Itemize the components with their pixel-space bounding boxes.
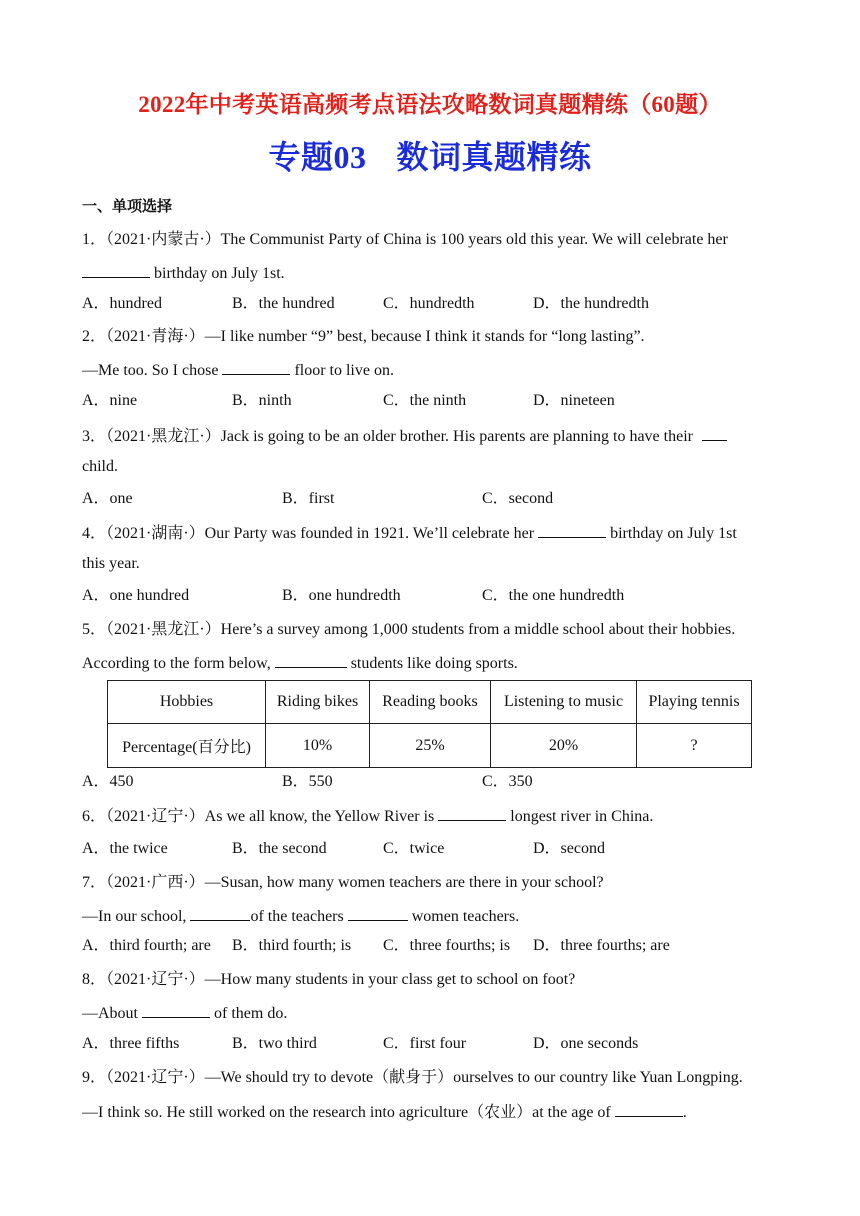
question-1-line-1	[82, 230, 782, 250]
option-b: B．the hundred	[232, 295, 335, 312]
topic-number: 专题03	[268, 139, 367, 175]
question-3-line-2: child.	[82, 458, 118, 475]
table-cell: Riding bikes	[266, 681, 370, 724]
question-stem: 3．（2021·黑龙江·）Jack is going to be an older brother. His parents are planning to have their	[82, 428, 693, 445]
question-7-line-2	[82, 905, 782, 927]
option-b: B．third fourth; is	[232, 937, 352, 954]
question-stem: birthday on July 1st.	[150, 265, 285, 282]
question-4-line-2: this year.	[82, 555, 140, 572]
table-row	[108, 724, 752, 768]
option-c: C．hundredth	[383, 295, 475, 312]
answer-blank	[615, 1101, 683, 1117]
table-cell: Hobbies	[108, 681, 266, 724]
question-9-line-2	[82, 1101, 782, 1123]
question-stem: birthday on July 1st	[610, 525, 737, 542]
table-cell: Listening to music	[491, 681, 637, 724]
question-stem: —About	[82, 1005, 142, 1022]
option-c: C．the one hundredth	[482, 587, 625, 604]
table-cell: Reading books	[370, 681, 491, 724]
answer-blank	[82, 262, 150, 278]
answer-blank	[222, 359, 290, 375]
option-a: A．one hundred	[82, 587, 190, 604]
option-c: C．second	[482, 490, 554, 507]
option-c: C．first four	[383, 1035, 467, 1052]
answer-blank	[438, 805, 506, 821]
option-a: A．one	[82, 490, 133, 507]
question-stem: 9．（2021·辽宁·）—We should try to devote（献身于）ourselves to our country like Yuan Longping.	[82, 1069, 743, 1086]
option-b: B．the second	[232, 840, 327, 857]
question-stem: students like doing sports.	[350, 655, 518, 672]
topic-name: 数词真题精练	[396, 139, 592, 175]
answer-blank	[702, 425, 727, 441]
option-b: B．one hundredth	[282, 587, 401, 604]
answer-blank	[275, 652, 347, 668]
option-a: A．hundred	[82, 295, 162, 312]
table-cell: 25%	[370, 724, 491, 768]
option-b: B．550	[282, 773, 333, 790]
option-d: D．three fourths; are	[533, 937, 670, 954]
document-title: 2022年中考英语高频考点语法攻略数词真题精练（60题）	[138, 92, 722, 117]
question-6-line-1	[82, 805, 782, 827]
option-c: C．twice	[383, 840, 445, 857]
question-stem: .	[682, 1104, 687, 1121]
question-stem: 1．（2021·内蒙古·）The Communist Party of China is 100 years old this year. We will celebrate her	[82, 231, 728, 248]
option-a: A．three fifths	[82, 1035, 180, 1052]
section-heading: 一、单项选择	[82, 197, 173, 215]
survey-table	[107, 680, 752, 768]
question-stem: women teachers.	[411, 908, 520, 925]
table-cell: ?	[637, 724, 752, 768]
answer-blank	[190, 905, 250, 921]
answer-blank	[142, 1002, 210, 1018]
question-stem: floor to live on.	[290, 362, 394, 379]
option-c: C．three fourths; is	[383, 937, 511, 954]
question-1-line-2	[82, 262, 782, 284]
table-cell: 10%	[266, 724, 370, 768]
option-a: A．third fourth; are	[82, 937, 211, 954]
question-9-line-1	[82, 1068, 782, 1088]
question-2-line-1: 2．（2021·青海·）—I like number “9” best, because I think it stands for “long lasting”.	[82, 328, 645, 345]
option-d: D．second	[533, 840, 605, 857]
option-c: C．350	[482, 773, 533, 790]
question-stem: of them do.	[210, 1005, 288, 1022]
question-stem: of the teachers	[250, 908, 344, 925]
question-stem: 6．（2021·辽宁·）As we all know, the Yellow River is	[82, 808, 435, 825]
answer-blank	[538, 522, 606, 538]
question-stem: According to the form below,	[82, 655, 271, 672]
option-b: B．two third	[232, 1035, 317, 1052]
option-a: A．nine	[82, 392, 138, 409]
question-4-line-1	[82, 522, 782, 544]
question-8-line-1: 8．（2021·辽宁·）—How many students in your class get to school on foot?	[82, 971, 576, 988]
option-d: D．the hundredth	[533, 295, 649, 312]
question-3-line-1	[82, 425, 782, 447]
question-stem: 4．（2021·湖南·）Our Party was founded in 1921. We’ll celebrate her	[82, 525, 535, 542]
table-cell: 20%	[491, 724, 637, 768]
question-stem: —Me too. So I chose	[82, 362, 223, 379]
option-d: D．one seconds	[533, 1035, 639, 1052]
answer-blank	[348, 905, 408, 921]
question-7-line-1: 7．（2021·广西·）—Susan, how many women teachers are there in your school?	[82, 874, 604, 891]
question-stem: longest river in China.	[510, 808, 654, 825]
table-cell: Percentage(百分比)	[108, 724, 266, 768]
option-d: D．nineteen	[533, 392, 615, 409]
question-stem: —I think so. He still worked on the research into agriculture（农业）at the age of	[82, 1104, 611, 1121]
question-5-line-2	[82, 652, 782, 674]
option-b: B．ninth	[232, 392, 292, 409]
option-a: A．450	[82, 773, 134, 790]
table-header-row	[108, 681, 752, 724]
option-b: B．first	[282, 490, 335, 507]
question-5-line-1: 5．（2021·黑龙江·）Here’s a survey among 1,000 students from a middle school about their hobbies.	[82, 621, 736, 638]
option-a: A．the twice	[82, 840, 168, 857]
question-stem: —In our school,	[82, 908, 191, 925]
option-c: C．the ninth	[383, 392, 467, 409]
table-cell: Playing tennis	[637, 681, 752, 724]
topic-title	[0, 132, 860, 178]
question-8-line-2	[82, 1002, 782, 1024]
question-2-line-2	[82, 359, 782, 381]
